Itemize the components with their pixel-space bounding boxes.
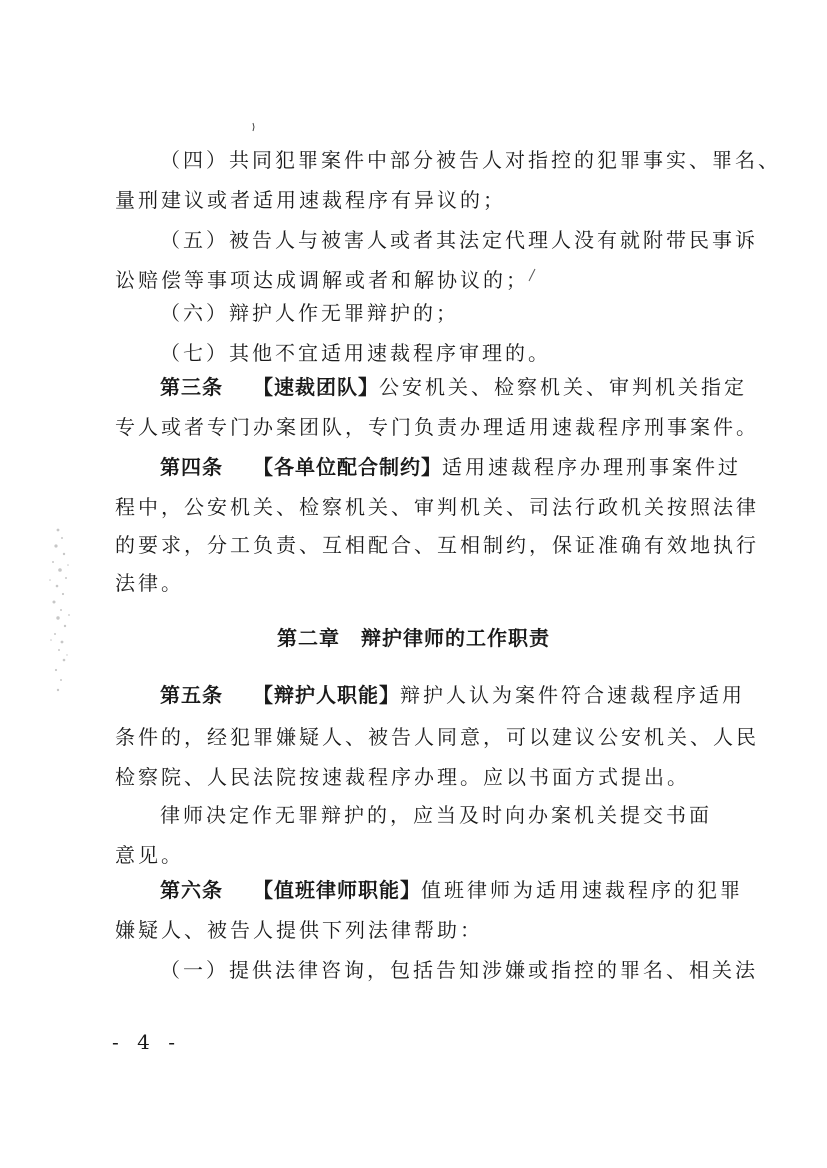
text-line: 意见。 [115, 843, 184, 867]
text-line: （七）其他不宜适用速裁程序审理的。 [160, 341, 551, 365]
page-number: - 4 - [112, 1030, 181, 1054]
article-line [160, 372, 747, 402]
text-line: 程中，公安机关、检察机关、审判机关、司法行政机关按照法律 [115, 495, 759, 519]
scan-speckle [38, 520, 78, 700]
text-line: 量刑建议或者适用速裁程序有异议的； [115, 188, 506, 212]
article-number: 第五条 [160, 683, 223, 707]
text-line: 条件的，经犯罪嫌疑人、被告人同意，可以建议公安机关、人民 [115, 725, 759, 749]
text-line: 律师决定作无罪辩护的，应当及时向办案机关提交书面 [160, 803, 712, 827]
chapter-title: 第二章 辩护律师的工作职责 [277, 626, 550, 650]
text-line: 专人或者专门办案团队，专门负责办理适用速裁程序刑事案件。 [115, 415, 759, 439]
article-number: 第六条 [160, 878, 223, 902]
text-line: 检察院、人民法院按速裁程序办理。应以书面方式提出。 [115, 765, 690, 789]
text-line: （一）提供法律咨询，包括告知涉嫌或指控的罪名、相关法 [160, 958, 758, 982]
text-line: 嫌疑人、被告人提供下列法律帮助： [115, 918, 483, 942]
article-line [160, 680, 745, 710]
article-text: 适用速裁程序办理刑事案件过 [442, 455, 741, 479]
article-number: 第三条 [160, 375, 223, 399]
article-number: 第四条 [160, 455, 223, 479]
text-line: 讼赔偿等事项达成调解或者和解协议的； [115, 268, 529, 292]
article-line [160, 452, 741, 482]
article-text: 公安机关、检察机关、审判机关指定 [379, 375, 747, 399]
article-heading: 【各单位配合制约】 [253, 455, 442, 479]
text-line: 法律。 [115, 571, 184, 595]
article-text: 辩护人认为案件符合速裁程序适用 [400, 683, 745, 707]
article-heading: 【辩护人职能】 [253, 683, 400, 707]
article-heading: 【值班律师职能】 [253, 878, 421, 902]
scan-mark [250, 122, 258, 132]
text-line: （六）辩护人作无罪辩护的； [160, 301, 459, 325]
article-heading: 【速裁团队】 [253, 375, 379, 399]
article-line [160, 875, 743, 905]
text-line: （四）共同犯罪案件中部分被告人对指控的犯罪事实、罪名、 [160, 148, 781, 172]
article-text: 值班律师为适用速裁程序的犯罪 [421, 878, 743, 902]
text-line: （五）被告人与被害人或者其法定代理人没有就附带民事诉 [160, 228, 758, 252]
text-line: 的要求，分工负责、互相配合、互相制约，保证准确有效地执行 [115, 533, 759, 557]
